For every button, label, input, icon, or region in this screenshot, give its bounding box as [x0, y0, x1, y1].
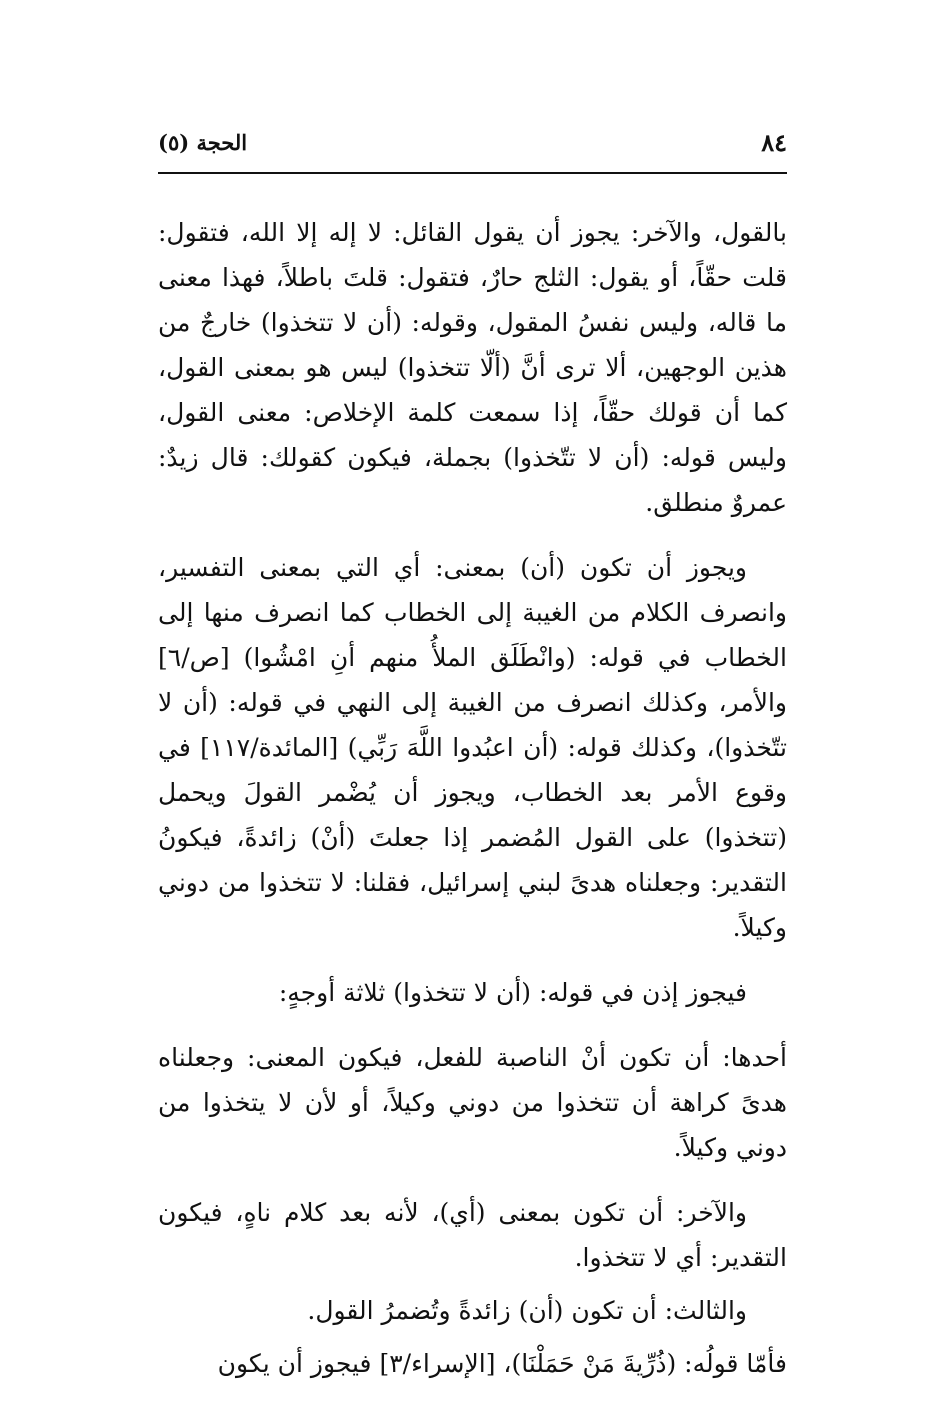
paragraph-4: أحدها: أن تكون أنْ الناصبة للفعل، فيكون المعنى: وجعلناه هدىً كراهة أن تتخذوا من دوني وكيلاً، أو لأن لا يتخذوا من دوني وكيلاً.	[158, 1043, 787, 1162]
paragraph-3: فيجوز إذن في قوله: (أن لا تتخذوا) ثلاثة أوجهٍ:	[278, 978, 747, 1007]
paragraph-5: والآخر: أن تكون بمعنى (أي)، لأنه بعد كلام ناهٍ، فيكون التقدير: أي لا تتخذوا.	[158, 1198, 787, 1272]
paragraph-2: ويجوز أن تكون (أن) بمعنى: أي التي بمعنى التفسير، وانصرف الكلام من الغيبة إلى الخطاب كما انصرف منها إلى الخطاب في قوله: (وانْطَلَق الملأُ منهم أنِ امْشُوا) [ص/٦] والأمر، وكذلك انصرف من الغيبة إلى النهي في قوله: (أن لا تتّخذوا)، وكذلك قوله: (أن اعبُدوا اللَّهَ رَبِّي) [المائدة/١١٧] في وقوع الأمر بعد الخطاب، ويجوز أن يُضْمر القولَ ويحمل (تتخذوا) على القول المُضمر إذا جعلتَ (أنْ) زائدةً، فيكونُ التقدير: وجعلناه هدىً لبني إسرائيل، فقلنا: لا تتخذوا من دوني وكيلاً.	[158, 553, 787, 942]
paragraph-7: فأمّا قولُه: (ذُرِّيةَ مَنْ حَمَلْنَا)، [الإسراء/٣] فيجوز أن يكون	[217, 1349, 787, 1378]
body-text	[158, 210, 787, 1406]
paragraph-6: والثالث: أن تكون (أن) زائدةً وتُضمرُ القول.	[307, 1296, 747, 1325]
chapter-title: الحجة (٥)	[158, 130, 248, 155]
page-number: ٨٤	[761, 128, 787, 157]
running-header	[158, 120, 787, 174]
paragraph-1: بالقول، والآخر: يجوز أن يقول القائل: لا إله إلا الله، فتقول: قلت حقّاً، أو يقول: الثلج حارٌ، فتقول: قلتَ باطلاً، فهذا معنى ما قاله، وليس نفسُ المقول، وقوله: (أن لا تتخذوا) خارجٌ من هذين الوجهين، ألا ترى أنَّ (ألّا تتخذوا) ليس هو بمعنى القول، كما أن قولك حقّاً، إذا سمعت كلمة الإخلاص: معنى القول، وليس قوله: (أن لا تتّخذوا) بجملة، فيكون كقولك: قال زيدٌ: عمروٌ منطلق.	[158, 218, 787, 517]
